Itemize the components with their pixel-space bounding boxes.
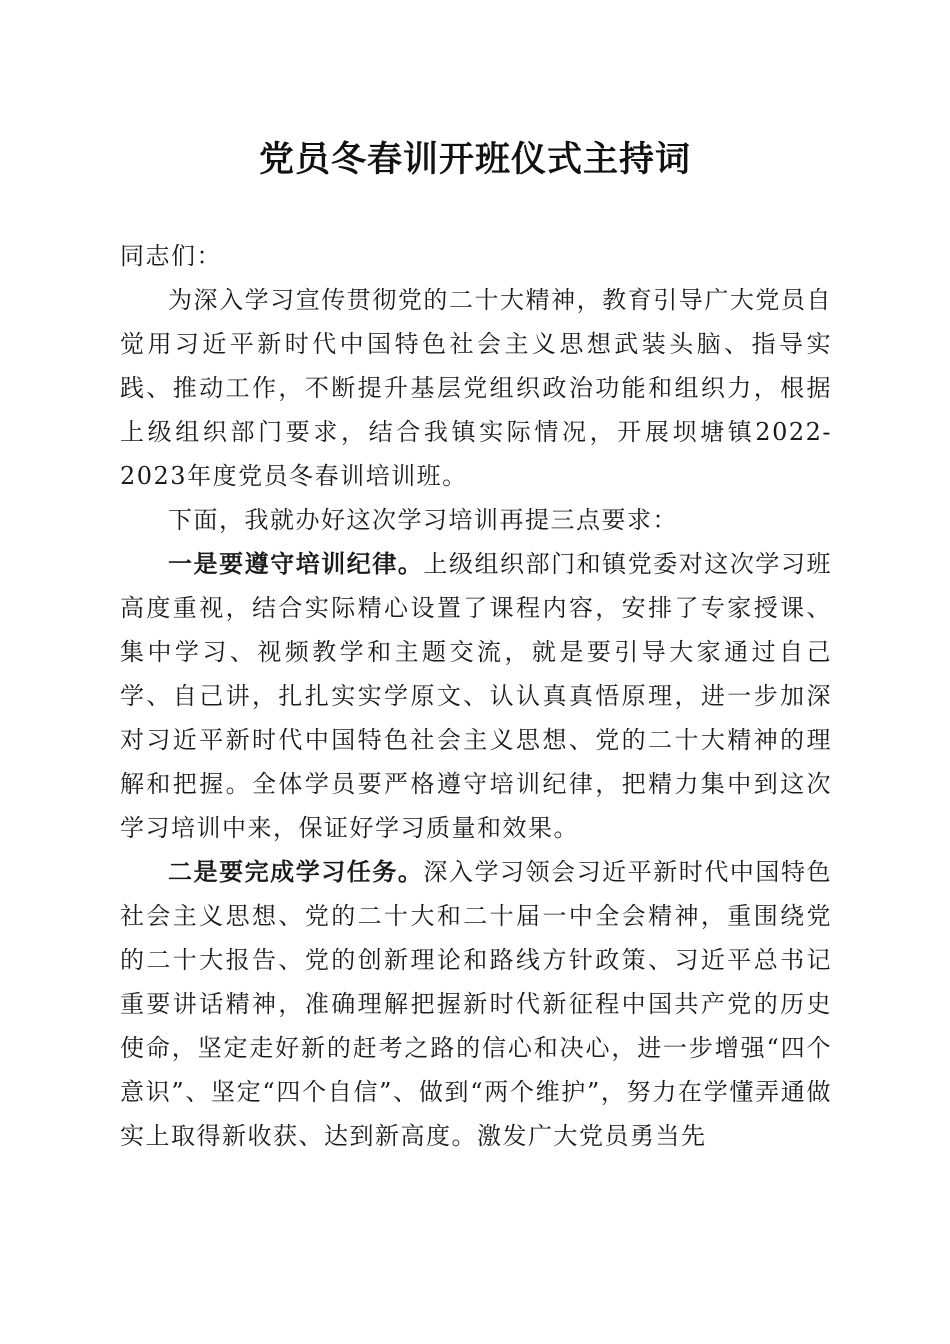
paragraph-lead: 一是要遵守培训纪律。 — [168, 549, 424, 578]
paragraph-text: 上级组织部门和镇党委对这次学习班高度重视，结合实际精心设置了课程内容，安排了专家授课、集中学习、视频教学和主题交流，就是要引导大家通过自己学、自己讲，扎扎实实学原文、认认真真悟原理，进一步加深对习近平新时代中国特色社会主义思想、党的二十大精神的理解和把握。全体学员要严格遵守培训纪律，把精力集中到这次学习培训中来，保证好学习质量和效果。 — [120, 550, 833, 842]
paragraph-requirements-intro — [120, 498, 832, 542]
document-title: 党员冬春训开班仪式主持词 — [258, 139, 691, 180]
paragraph-lead: 二是要完成学习任务。 — [168, 857, 424, 886]
paragraph-text: 深入学习领会习近平新时代中国特色社会主义思想、党的二十大和二十届一中全会精神，重围绕党的二十大报告、党的创新理论和路线方针政策、习近平总书记重要讲话精神，准确理解把握新时代新征程中国共产党的历史使命，坚定走好新的赶考之路的信心和决心，进一步增强“四个意识”、坚定“四个自信”、做到“两个维护”，努力在学懂弄通做实上取得新收获、达到新高度。激发广大党员勇当先 — [120, 858, 833, 1150]
paragraph-requirement-1 — [120, 542, 832, 850]
paragraph-intro — [120, 278, 832, 498]
document-body — [120, 234, 832, 1158]
salutation: 同志们： — [120, 242, 222, 270]
paragraph-text: 为深入学习宣传贯彻党的二十大精神，教育引导广大党员自觉用习近平新时代中国特色社会主义思想武装头脑、指导实践、推动工作，不断提升基层党组织政治功能和组织力，根据上级组织部门要求，结合我镇实际情况，开展坝塘镇2022-2023年度党员冬春训培训班。 — [120, 286, 832, 490]
paragraph-text: 下面，我就办好这次学习培训再提三点要求： — [168, 506, 678, 534]
paragraph-requirement-2 — [120, 850, 832, 1158]
